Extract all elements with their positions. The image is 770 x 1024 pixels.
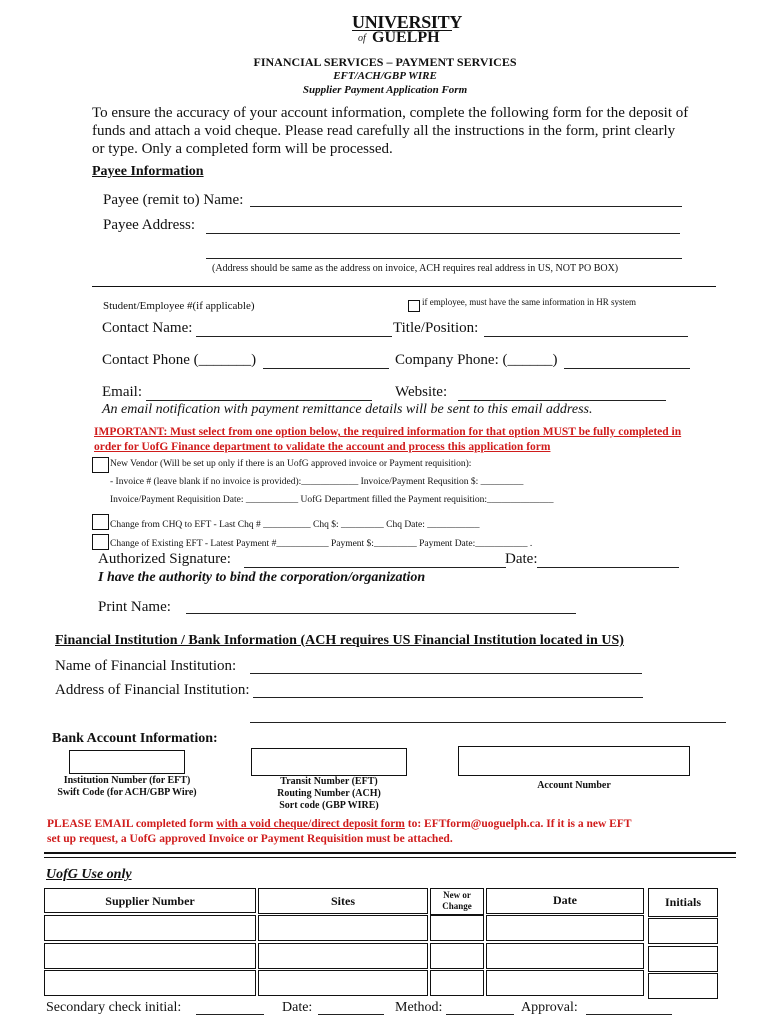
payee-address-note: (Address should be same as the address on invoice, ACH requires real address in US, NOT PO BOX) <box>212 263 619 274</box>
email-notice-p1: PLEASE EMAIL completed form <box>47 818 217 830</box>
payee-name-field[interactable] <box>250 206 682 207</box>
change-eft-label: Change of Existing EFT - Latest Payment #___________ Payment $:_________ Payment Date:___________ . <box>110 539 533 549</box>
logo-line1: UNIVERSITY <box>352 12 463 32</box>
col-new-or-change <box>430 888 484 915</box>
new-change-cell-2[interactable] <box>430 943 484 969</box>
employee-checkbox[interactable] <box>408 300 420 312</box>
contact-phone-field[interactable] <box>263 368 389 369</box>
date-cell-2[interactable] <box>486 943 644 969</box>
email-label: Email: <box>102 384 142 400</box>
transit-label-3: Sort code (GBP WIRE) <box>279 800 379 811</box>
university-logo <box>352 12 463 46</box>
change-chq-checkbox[interactable] <box>92 514 109 530</box>
bank-address-label: Address of Financial Institution: <box>55 682 250 698</box>
col-new-label-2: Change <box>442 901 472 911</box>
page-subtitle-1: EFT/ACH/GBP WIRE <box>333 70 437 82</box>
bank-name-label: Name of Financial Institution: <box>55 658 237 674</box>
col-date-label: Date <box>553 893 577 907</box>
institution-number-box[interactable] <box>69 750 185 774</box>
secondary-check-label: Secondary check initial: <box>46 1000 182 1015</box>
website-label: Website: <box>395 384 448 400</box>
sites-cell-1[interactable] <box>258 915 428 941</box>
date-cell-3[interactable] <box>486 970 644 996</box>
page-subtitle-2: Supplier Payment Application Form <box>302 84 468 96</box>
bank-heading: Financial Institution / Bank Information (ACH requires US Financial Institution located in US) <box>55 633 624 648</box>
col-new-label-1: New or <box>443 890 471 900</box>
title-position-label: Title/Position: <box>393 320 479 336</box>
intro-line-2: funds and attach a void cheque. Please read carefully all the instructions in the form, print clearly <box>92 123 676 139</box>
transit-label-1: Transit Number (EFT) <box>280 776 378 787</box>
intro-line-1: To ensure the accuracy of your account information, complete the following form for the deposit of <box>92 105 689 121</box>
col-initials-label: Initials <box>664 895 701 909</box>
page-title: FINANCIAL SERVICES – PAYMENT SERVICES <box>253 55 517 69</box>
transit-number-box[interactable] <box>251 748 407 776</box>
col-supplier-label: Supplier Number <box>105 894 195 908</box>
secondary-check-field[interactable] <box>196 1014 264 1015</box>
institution-label-2: Swift Code (for ACH/GBP Wire) <box>57 787 197 798</box>
payee-heading: Payee Information <box>92 164 204 179</box>
uofg-heading: UofG Use only <box>46 867 132 882</box>
approval-field[interactable] <box>586 1014 672 1015</box>
email-field[interactable] <box>146 400 372 401</box>
account-number-box[interactable] <box>458 746 690 776</box>
account-number-label: Account Number <box>537 780 611 791</box>
payee-divider <box>92 286 716 287</box>
company-phone-field[interactable] <box>564 368 690 369</box>
employee-note: if employee, must have the same information in HR system <box>422 297 636 307</box>
title-position-field[interactable] <box>484 336 688 337</box>
date-cell-1[interactable] <box>486 915 644 941</box>
institution-label-1: Institution Number (for EFT) <box>63 775 191 786</box>
bank-name-field[interactable] <box>250 673 642 674</box>
authority-statement: I have the authority to bind the corporation/organization <box>98 570 426 585</box>
invoice-date-line: Invoice/Payment Requisition Date: ___________ UofG Department filled the Payment requisition:______________ <box>110 495 554 505</box>
contact-name-field[interactable] <box>196 336 392 337</box>
supplier-number-cell-2[interactable] <box>44 943 256 969</box>
supplier-number-cell-1[interactable] <box>44 915 256 941</box>
invoice-line: - Invoice # (leave blank if no invoice is provided):____________ Invoice/Payment Requsition $: _________ <box>110 477 524 487</box>
bank-account-heading: Bank Account Information: <box>52 731 218 746</box>
sites-cell-2[interactable] <box>258 943 428 969</box>
section-divider-2 <box>44 857 736 858</box>
change-eft-checkbox[interactable] <box>92 534 109 550</box>
new-change-cell-1[interactable] <box>430 915 484 941</box>
authorized-signature-field[interactable] <box>244 567 506 568</box>
footer-date-field[interactable] <box>318 1014 384 1015</box>
method-label: Method: <box>395 1000 443 1015</box>
website-field[interactable] <box>458 400 666 401</box>
signature-date-label: Date: <box>505 551 538 567</box>
contact-phone-label: Contact Phone (_______) <box>102 352 257 368</box>
col-supplier-number <box>44 888 256 913</box>
supplier-number-cell-3[interactable] <box>44 970 256 996</box>
change-chq-label: Change from CHQ to EFT - Last Chq # __________ Chq $: _________ Chq Date: ___________ <box>110 520 480 530</box>
method-field[interactable] <box>446 1014 514 1015</box>
new-vendor-checkbox[interactable] <box>92 457 109 473</box>
transit-label-2: Routing Number (ACH) <box>277 788 381 799</box>
col-initials <box>648 888 718 917</box>
payee-name-label: Payee (remit to) Name: <box>103 192 244 208</box>
important-line-1: IMPORTANT: Must select from one option below, the required information for that option MUST be fully completed in <box>94 426 682 438</box>
approval-label: Approval: <box>521 1000 578 1015</box>
payee-address-label: Payee Address: <box>103 217 196 233</box>
new-vendor-label: New Vendor (Will be set up only if there is an UofG approved invoice or Payment requisition): <box>110 459 472 469</box>
intro-line-3: or type. Only a completed form will be processed. <box>92 141 393 157</box>
new-change-cell-3[interactable] <box>430 970 484 996</box>
email-notice-p3: to: EFTform@uoguelph.ca. If it is a new EFT <box>404 818 632 830</box>
bank-address-field-2[interactable] <box>250 722 726 723</box>
payee-address-field-2[interactable] <box>206 258 682 259</box>
initials-cell-2[interactable] <box>648 946 718 972</box>
initials-cell-3[interactable] <box>648 973 718 999</box>
col-sites <box>258 888 428 914</box>
print-name-field[interactable] <box>186 613 576 614</box>
footer-date-label: Date: <box>282 1000 313 1015</box>
signature-date-field[interactable] <box>537 567 679 568</box>
important-line-2: order for UofG Finance department to validate the account and process this application form <box>94 441 551 453</box>
email-notice-line-2: set up request, a UofG approved Invoice or Payment Requisition must be attached. <box>47 833 453 845</box>
bank-address-field-1[interactable] <box>253 697 643 698</box>
section-divider-1 <box>44 852 736 854</box>
email-notice-p2: with a void cheque/direct deposit form <box>216 818 405 830</box>
company-phone-label: Company Phone: (______) <box>395 352 558 368</box>
authorized-signature-label: Authorized Signature: <box>98 551 231 567</box>
email-notice-line-1 <box>47 818 632 830</box>
col-date <box>486 888 644 914</box>
contact-name-label: Contact Name: <box>102 320 193 336</box>
payee-address-field-1[interactable] <box>206 233 680 234</box>
initials-cell-1[interactable] <box>648 918 718 944</box>
logo-of: of <box>358 33 366 44</box>
student-employee-label: Student/Employee #(if applicable) <box>103 300 255 312</box>
sites-cell-3[interactable] <box>258 970 428 996</box>
email-note: An email notification with payment remittance details will be sent to this email address. <box>102 402 593 417</box>
print-name-label: Print Name: <box>98 599 171 615</box>
col-sites-label: Sites <box>331 894 355 908</box>
logo-line2: GUELPH <box>372 29 440 46</box>
